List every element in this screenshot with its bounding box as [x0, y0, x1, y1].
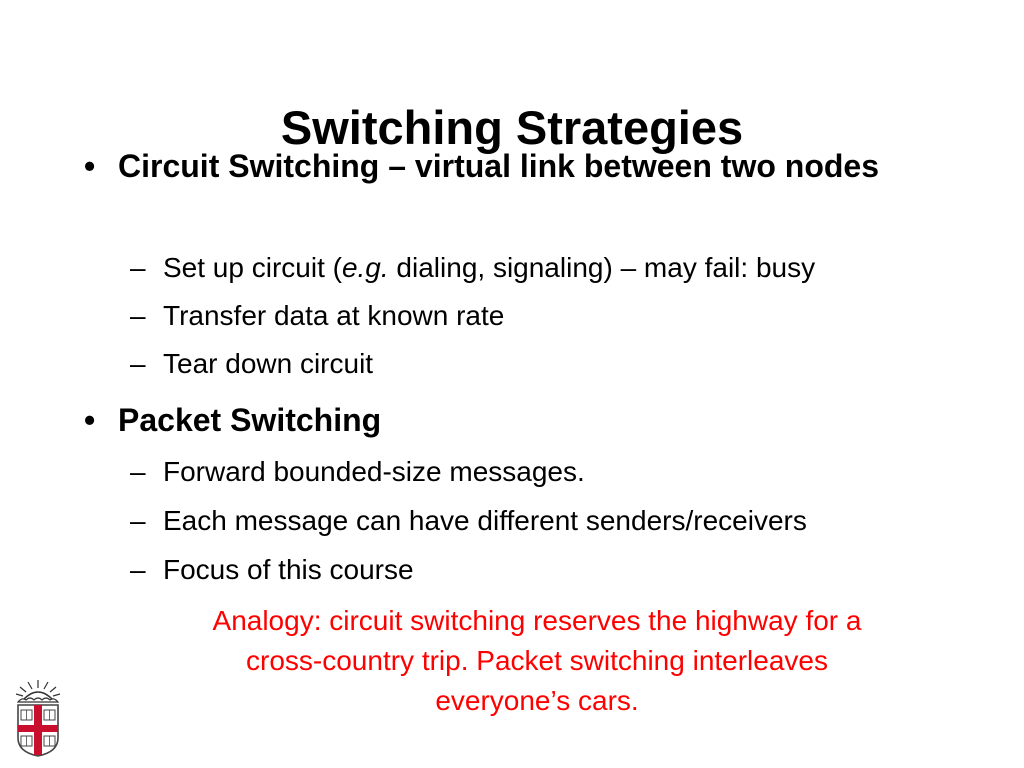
sub-bullet-tear-down — [130, 344, 980, 384]
bullet-text: Circuit Switching – virtual link between two nodes — [118, 148, 879, 184]
analogy-line: everyone’s cars. — [435, 685, 639, 716]
bullet-marker: • — [84, 148, 96, 184]
sub-bullet-transfer-data — [130, 296, 980, 336]
sub-bullet-text: Forward bounded-size messages. — [163, 456, 585, 487]
bullet-marker: • — [84, 402, 96, 438]
sub-bullet-setup-circuit — [130, 248, 980, 288]
analogy-line: cross-country trip. Packet switching interleaves — [246, 645, 828, 676]
bullet-circuit-switching — [84, 142, 964, 190]
university-crest-icon — [12, 678, 64, 758]
sub-bullet-text-part: dialing, signaling) – may fail: busy — [388, 252, 816, 283]
sub-bullet-text: Each message can have different senders/receivers — [163, 505, 807, 536]
bullet-text: Packet Switching — [118, 402, 382, 438]
sub-bullet-focus-course — [130, 550, 980, 590]
sub-bullet-marker: – — [130, 300, 146, 331]
analogy-line: Analogy: circuit switching reserves the highway for a — [212, 605, 862, 636]
sub-bullet-text — [163, 248, 980, 288]
sub-bullet-marker: – — [130, 554, 146, 585]
sub-bullet-text-part: Set up circuit ( — [163, 252, 342, 283]
slide-title: Switching Strategies — [280, 101, 744, 154]
sub-bullet-text: Transfer data at known rate — [163, 300, 505, 331]
bullet-packet-switching — [84, 396, 964, 444]
sub-bullet-marker: – — [130, 252, 146, 283]
sub-bullet-marker: – — [130, 348, 146, 379]
analogy-text — [112, 601, 962, 721]
sub-bullet-marker: – — [130, 456, 146, 487]
sub-bullet-text: Focus of this course — [163, 554, 414, 585]
sub-bullet-italic-eg: e.g. — [341, 252, 389, 283]
sub-bullet-forward-messages — [130, 452, 980, 492]
sub-bullet-text: Tear down circuit — [163, 348, 374, 379]
sub-bullet-different-senders — [130, 501, 980, 541]
sub-bullet-marker: – — [130, 505, 146, 536]
